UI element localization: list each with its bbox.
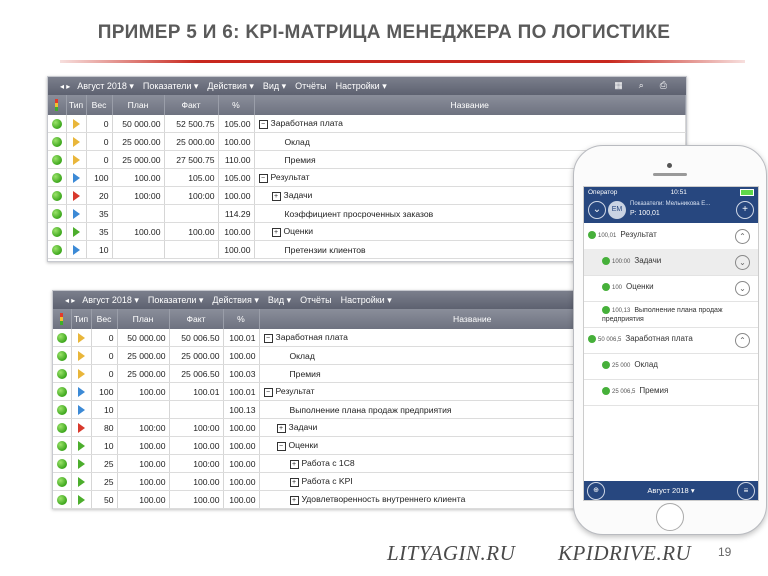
fact-cell: 100:00 [169,419,223,437]
weight-cell: 100 [86,169,112,187]
kpi-name[interactable]: Оклад [284,136,310,147]
weight-cell: 10 [91,401,117,419]
type-cell [66,187,86,205]
plan-cell: 50 000.00 [112,115,164,133]
add-icon[interactable]: + [736,201,754,219]
col-weight[interactable]: Вес [86,95,112,115]
fact-cell: 105.00 [164,169,218,187]
home-button[interactable] [656,503,684,531]
status-dot-icon [57,459,67,469]
expand-toggle-icon[interactable]: − [259,174,268,183]
kpi-name[interactable]: Коэффициент просроченных заказов [284,208,434,219]
fact-cell: 100.00 [169,491,223,509]
plan-cell: 100.00 [117,455,169,473]
kpi-value: 25 000 [612,363,631,370]
plan-cell: 50 000.00 [117,329,169,347]
table-row[interactable] [48,115,686,133]
pct-cell: 100.00 [218,241,254,259]
carrier-label: Оператор [588,188,618,196]
status-cell [53,347,71,365]
status-dot-icon [52,227,62,237]
fact-cell: 100:00 [169,455,223,473]
flag-icon [78,405,85,415]
pct-cell: 105.00 [218,115,254,133]
table-toolbar [48,77,686,95]
type-cell [66,223,86,241]
flag-icon [78,351,85,361]
kpi-value: 100,01 [598,233,617,240]
plan-cell: 100.00 [112,223,164,241]
filter-icon[interactable]: ⊕ [587,482,605,500]
header-value: Р: 100,01 [630,210,660,217]
chevron-down-icon[interactable]: ⌄ [735,281,750,296]
phone-period-selector[interactable]: Август 2018 ▾ [647,486,695,495]
fact-cell: 25 000.00 [169,347,223,365]
flag-icon [78,459,85,469]
menu-indicators[interactable]: Показатели ▾ [142,80,199,91]
menu-indicators[interactable]: Показатели ▾ [147,294,204,305]
period-selector[interactable]: Август 2018 ▾ [77,80,134,91]
phone-footer [584,481,758,500]
expand-toggle-icon[interactable]: − [264,334,273,343]
kpi-name[interactable]: Задачи [283,190,313,201]
weight-cell: 0 [91,329,117,347]
pct-cell: 100.00 [223,419,259,437]
fact-cell: 100.00 [169,437,223,455]
col-name[interactable]: Название [259,309,686,329]
menu-icon[interactable]: ≡ [737,482,755,500]
status-cell [53,437,71,455]
plan-cell: 100.00 [117,383,169,401]
weight-cell: 50 [91,491,117,509]
col-plan[interactable]: План [117,309,169,329]
menu-actions[interactable]: Действия ▾ [207,80,254,91]
fact-cell: 27 500.75 [164,151,218,169]
status-dot-icon [52,191,62,201]
status-dot-icon [52,173,62,183]
status-cell [53,401,71,419]
pct-cell: 105.00 [218,169,254,187]
status-cell [48,151,66,169]
status-dot-icon [57,477,67,487]
pct-cell: 100.00 [223,347,259,365]
fact-cell: 100.00 [164,223,218,241]
kpi-label: Задачи [634,256,662,266]
kpi-name[interactable]: Выполнение плана продаж предприятия [289,404,452,415]
type-cell [66,205,86,223]
weight-cell: 25 [91,473,117,491]
pct-cell: 100.13 [223,401,259,419]
avatar[interactable]: ЕМ [608,201,626,219]
col-status[interactable] [53,309,71,329]
weight-cell: 0 [86,133,112,151]
flag-icon [78,369,85,379]
kpi-label: Заработная плата [625,334,693,344]
phone-kpi-row[interactable] [584,327,758,354]
flag-icon [73,173,80,183]
type-cell [66,151,86,169]
weight-cell: 0 [91,347,117,365]
header-subtitle: Показатели: Мельникова Е... [630,201,711,207]
expand-toggle-icon[interactable]: + [277,424,286,433]
footer-site-right[interactable]: KPIDRIVE.RU [558,541,692,565]
plan-cell: 100.00 [117,437,169,455]
kpi-name[interactable]: Оклад [289,350,315,361]
phone-kpi-row[interactable] [584,353,758,380]
kpi-name[interactable]: Работа с KPI [301,476,353,487]
plan-cell: 100.00 [112,169,164,187]
expand-toggle-icon[interactable]: − [277,442,286,451]
plan-cell: 25 000.00 [117,347,169,365]
type-cell [71,437,91,455]
status-dot-icon [602,361,610,369]
fact-cell: 52 500.75 [164,115,218,133]
type-cell [66,115,86,133]
pct-cell: 100.01 [223,383,259,401]
phone-status-bar [584,187,758,197]
expand-toggle-icon[interactable]: + [272,228,281,237]
kpi-value: 50 006,5 [598,337,622,344]
weight-cell: 0 [86,115,112,133]
type-cell [71,347,91,365]
pct-cell: 110.00 [218,151,254,169]
pct-cell: 100.00 [223,455,259,473]
phone-kpi-row[interactable] [584,223,758,250]
page-number: 19 [718,545,732,559]
status-dot-icon [52,209,62,219]
fact-cell [164,241,218,259]
status-cell [53,455,71,473]
status-cell [48,241,66,259]
plan-cell: 25 000.00 [112,133,164,151]
kpi-value: 100,13 [612,308,631,315]
flag-icon [73,227,80,237]
slide-title: ПРИМЕР 5 И 6: KPI-МАТРИЦА МЕНЕДЖЕРА ПО ЛОГИСТИКЕ [97,22,671,43]
col-pct[interactable]: % [223,309,259,329]
weight-cell: 25 [91,455,117,473]
kpi-name[interactable]: Премия [289,368,321,379]
traffic-light-icon [60,313,63,325]
type-cell [71,365,91,383]
status-dot-icon [57,495,67,505]
search-icon[interactable]: ⌕ [638,80,644,90]
status-dot-icon [602,283,610,291]
col-plan[interactable]: План [112,95,164,115]
col-type[interactable]: Тип [71,309,91,329]
phone-kpi-row[interactable] [584,275,758,302]
type-cell [71,473,91,491]
phone-header [584,197,758,223]
flag-icon [78,387,85,397]
status-dot-icon [602,387,610,395]
phone-kpi-row[interactable] [584,379,758,406]
weight-cell: 35 [86,205,112,223]
status-dot-icon [52,245,62,255]
flag-icon [78,495,85,505]
traffic-light-icon [55,99,58,111]
weight-cell: 0 [86,151,112,169]
grid-icon[interactable]: ▦ [614,80,623,90]
status-cell [48,205,66,223]
phone-screen [583,186,759,501]
plan-cell: 100:00 [112,187,164,205]
type-cell [71,491,91,509]
status-cell [48,115,66,133]
status-dot-icon [588,335,596,343]
camera-icon [667,163,672,168]
menu-reports[interactable]: Отчёты [295,81,327,91]
kpi-label: Оклад [634,360,658,370]
type-cell [71,383,91,401]
flag-icon [73,155,80,165]
type-cell [71,419,91,437]
kpi-name[interactable]: Оценки [288,440,319,451]
flag-icon [78,441,85,451]
expand-toggle-icon[interactable]: + [290,496,299,505]
name-cell [254,115,686,133]
kpi-name[interactable]: Заработная плата [270,118,343,129]
speaker-grille [653,173,687,176]
status-dot-icon [57,387,67,397]
status-dot-icon [57,333,67,343]
status-dot-icon [57,369,67,379]
collapse-icon[interactable]: ⌄ [588,201,606,219]
col-fact[interactable]: Факт [164,95,218,115]
flag-icon [73,209,80,219]
status-cell [48,133,66,151]
weight-cell: 35 [86,223,112,241]
type-cell [71,329,91,347]
flag-icon [78,423,85,433]
status-dot-icon [57,351,67,361]
expand-toggle-icon[interactable]: + [272,192,281,201]
weight-cell: 0 [91,365,117,383]
flag-icon [73,137,80,147]
fact-cell: 100.00 [169,473,223,491]
kpi-name[interactable]: Удовлетворенность внутреннего клиента [301,494,466,505]
kpi-name[interactable]: Оценки [283,226,314,237]
kpi-label: Премия [639,386,669,396]
pct-cell: 114.29 [218,205,254,223]
plan-cell: 100.00 [117,491,169,509]
status-dot-icon [57,423,67,433]
col-weight[interactable]: Вес [91,309,117,329]
fact-cell: 100:00 [164,187,218,205]
kpi-name[interactable]: Претензии клиентов [284,244,366,255]
pct-cell: 100.00 [218,187,254,205]
title-underline [60,60,745,63]
kpi-name[interactable]: Результат [270,172,310,183]
print-icon[interactable]: ⎙ [659,80,667,90]
expand-toggle-icon[interactable]: − [259,120,268,129]
col-pct[interactable]: % [218,95,254,115]
status-dot-icon [602,257,610,265]
kpi-name[interactable]: Премия [284,154,316,165]
status-cell [53,329,71,347]
pct-cell: 100.00 [218,223,254,241]
weight-cell: 20 [86,187,112,205]
kpi-value: 100:00 [612,259,631,266]
status-dot-icon [52,137,62,147]
status-dot-icon [57,441,67,451]
period-selector[interactable]: Август 2018 ▾ [82,294,139,305]
plan-cell: 100.00 [117,473,169,491]
status-cell [48,187,66,205]
type-cell [66,241,86,259]
pct-cell: 100.00 [223,473,259,491]
status-cell [53,473,71,491]
type-cell [66,169,86,187]
kpi-name[interactable]: Заработная плата [275,332,348,343]
col-name[interactable]: Название [254,95,686,115]
expand-toggle-icon[interactable]: + [290,478,299,487]
footer-site-left[interactable]: LITYAGIN.RU [387,541,516,565]
period-arrows[interactable]: ◂ ▸ [60,81,71,91]
type-cell [71,401,91,419]
plan-cell: 25 000.00 [117,365,169,383]
pct-cell: 100.00 [218,133,254,151]
type-cell [71,455,91,473]
pct-cell: 100.00 [223,491,259,509]
flag-icon [73,119,80,129]
fact-cell [164,205,218,223]
flag-icon [73,191,80,201]
chevron-up-icon[interactable]: ⌃ [735,229,750,244]
phone-kpi-row[interactable] [584,249,758,276]
menu-view[interactable]: Вид ▾ [267,294,292,305]
kpi-label: Выполнение плана продаж предприятия [602,307,723,324]
chevron-up-icon[interactable]: ⌃ [735,333,750,348]
status-cell [48,223,66,241]
menu-reports[interactable]: Отчёты [300,295,332,305]
phone-mockup [573,145,767,535]
period-arrows[interactable]: ◂ ▸ [65,295,76,305]
pct-cell: 100.01 [223,329,259,347]
col-fact[interactable]: Факт [169,309,223,329]
plan-cell [112,241,164,259]
menu-settings[interactable]: Настройки ▾ [340,294,392,305]
chevron-down-icon[interactable]: ⌄ [735,255,750,270]
expand-toggle-icon[interactable]: + [290,460,299,469]
fact-cell: 50 006.50 [169,329,223,347]
fact-cell: 100.01 [169,383,223,401]
status-dot-icon [57,405,67,415]
fact-cell: 25 006.50 [169,365,223,383]
kpi-name[interactable]: Результат [275,386,315,397]
col-type[interactable]: Тип [66,95,86,115]
weight-cell: 10 [91,437,117,455]
weight-cell: 80 [91,419,117,437]
flag-icon [78,333,85,343]
type-cell [66,133,86,151]
weight-cell: 100 [91,383,117,401]
menu-settings[interactable]: Настройки ▾ [335,80,387,91]
menu-view[interactable]: Вид ▾ [262,80,287,91]
status-cell [53,365,71,383]
kpi-value: 25 006,5 [612,389,636,396]
status-cell [53,491,71,509]
plan-cell [117,401,169,419]
weight-cell: 10 [86,241,112,259]
status-cell [48,169,66,187]
expand-toggle-icon[interactable]: − [264,388,273,397]
kpi-label: Оценки [626,282,654,292]
status-cell [53,419,71,437]
kpi-value: 100 [612,285,623,292]
flag-icon [78,477,85,487]
status-dot-icon [52,155,62,165]
pct-cell: 100.03 [223,365,259,383]
plan-cell [112,205,164,223]
kpi-label: Результат [620,230,657,240]
status-dot-icon [52,119,62,129]
status-cell [53,383,71,401]
status-dot-icon [588,231,596,239]
clock: 10:51 [670,188,687,196]
kpi-name[interactable]: Работа с 1С8 [301,458,355,469]
phone-kpi-row[interactable] [584,301,758,328]
plan-cell: 100:00 [117,419,169,437]
status-dot-icon [602,306,610,314]
kpi-name[interactable]: Задачи [288,422,318,433]
fact-cell: 25 000.00 [164,133,218,151]
fact-cell [169,401,223,419]
plan-cell: 25 000.00 [112,151,164,169]
flag-icon [73,245,80,255]
pct-cell: 100.00 [223,437,259,455]
battery-icon [740,189,754,196]
col-status[interactable] [48,95,66,115]
menu-actions[interactable]: Действия ▾ [212,294,259,305]
